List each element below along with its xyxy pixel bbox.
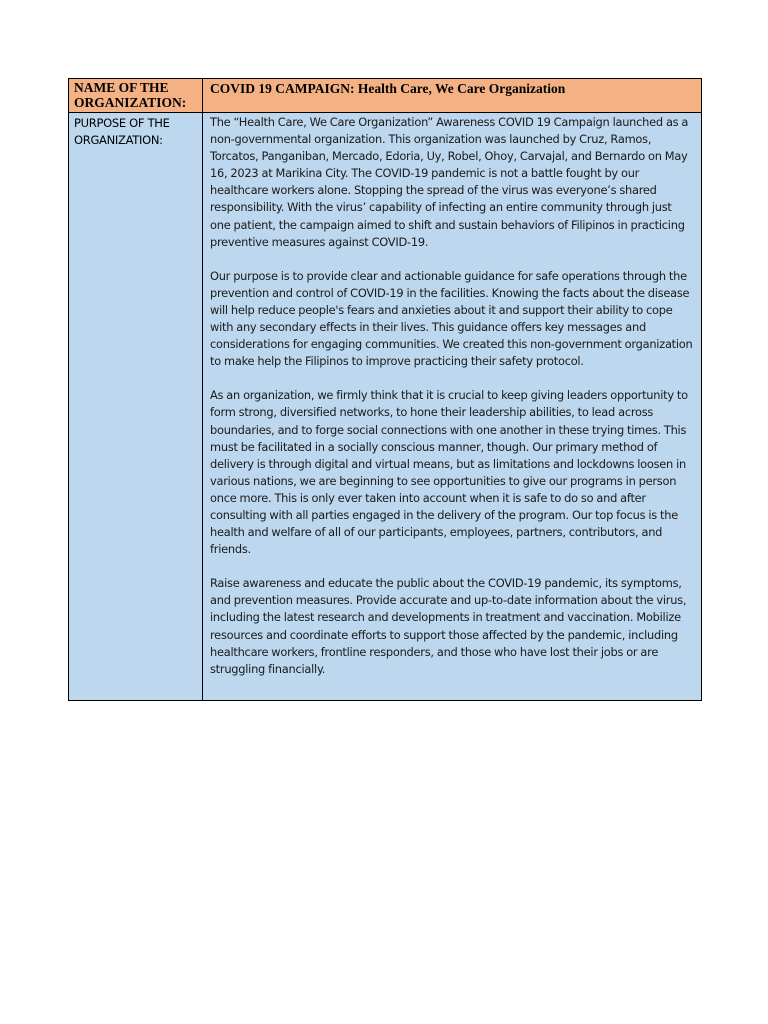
purpose-paragraph: As an organization, we firmly think that it is crucial to keep giving leaders opportunity to form strong, diversified networks, to hone their leadership abilities, to lead across boundaries, and to forge social connections with one another in these trying times. This must be facilitated in a socially conscious manner, though. Our primary method of delivery is through digital and virtual means, but as limitations and lockdowns loosen in various nations, we are beginning to see opportunities to give our programs in person once more. This is only ever taken into account when it is safe to do so and after consulting with all parties engaged in the delivery of the program. Our top focus is the health and welfare of all of our participants, employees, partners, contributors, and friends. [210,388,688,557]
organization-name-label-cell [69,79,203,113]
purpose-paragraph: Raise awareness and educate the public about the COVID-19 pandemic, its symptoms, and prevention measures. Provide accurate and up-to-date information about the virus, including the latest research and developments in treatment and vaccination. Mobilize resources and coordinate efforts to support those affected by the pandemic, including healthcare workers, frontline responders, and those who have lost their jobs or are struggling financially. [210,576,687,676]
purpose-label-cell [69,113,203,701]
organization-name-label: NAME OF THE ORGANIZATION: [74,80,187,110]
organization-name-value: COVID 19 CAMPAIGN: Health Care, We Care Organization [210,81,566,96]
organization-purpose-row [69,113,702,701]
organization-table [68,78,702,701]
purpose-paragraph: Our purpose is to provide clear and actionable guidance for safe operations through the prevention and control of COVID-19 in the facilities. Knowing the facts about the disease will help reduce people's fears and anxieties about it and support their ability to cope with any secondary effects in their lives. This guidance offers key messages and considerations for engaging communities. We created this non-government organization to make help the Filipinos to improve practicing their safety protocol. [210,268,693,369]
organization-name-row [69,79,702,113]
purpose-body-cell [203,113,702,701]
purpose-label: PURPOSE OF THE ORGANIZATION: [74,116,170,147]
organization-name-value-cell [203,79,702,113]
purpose-paragraph: The “Health Care, We Care Organization” Awareness COVID 19 Campaign launched as a non-governmental organization. This organization was launched by Cruz, Ramos, Torcatos, Panganiban, Mercado, Edoria, Uy, Robel, Ohoy, Carvajal, and Bernardo on May 16, 2023 at Marikina City. The COVID-19 pandemic is not a battle fought by our healthcare workers alone. Stopping the spread of the virus was everyone’s shared responsibility. With the virus’ capability of infecting an entire community through just one patient, the campaign aimed to shift and sustain behaviors of Filipinos in practicing preventive measures against COVID-19. [210,115,689,249]
purpose-body [203,113,701,678]
